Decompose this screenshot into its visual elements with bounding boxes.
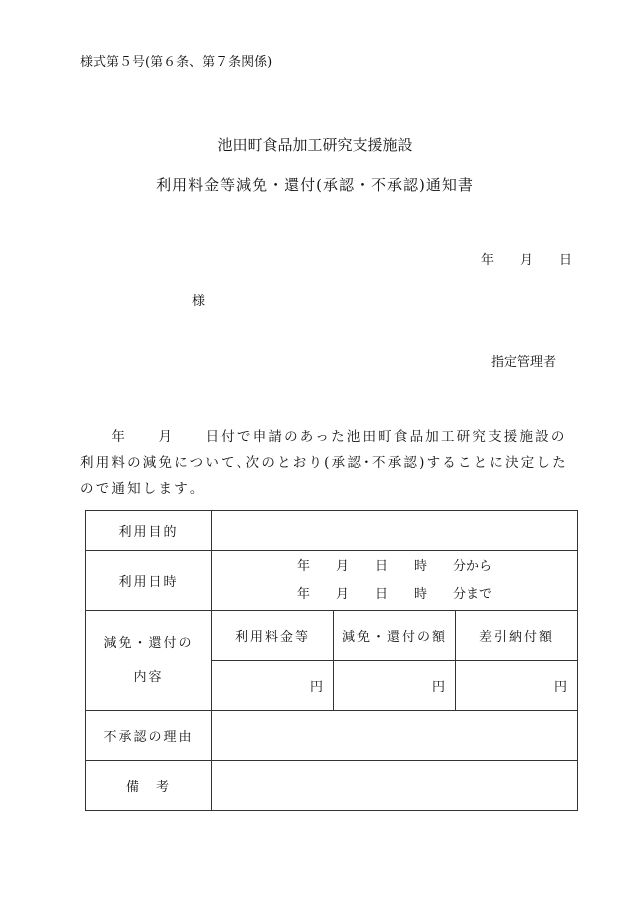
reduction-yen: 円 <box>334 661 456 711</box>
col-reduction-header: 減免・還付の額 <box>334 611 456 661</box>
issuer-label: 指定管理者 <box>490 355 556 370</box>
table-row <box>86 551 578 611</box>
col-balance-header: 差引納付額 <box>456 611 578 661</box>
content-label-line1: 減免・還付の <box>103 635 194 651</box>
document-title: 利用料金等減免・還付(承認・不承認)通知書 <box>156 176 474 194</box>
fee-yen: 円 <box>212 661 334 711</box>
form-number: 様式第５号(第６条、第７条関係) <box>80 55 273 70</box>
col-fee-header: 利用料金等 <box>212 611 334 661</box>
purpose-label: 利用目的 <box>86 511 212 551</box>
reason-label: 不承認の理由 <box>86 711 212 761</box>
content-label-line2: 内容 <box>133 669 164 685</box>
facility-name: 池田町食品加工研究支援施設 <box>217 136 413 154</box>
table-row <box>86 711 578 761</box>
balance-yen: 円 <box>456 661 578 711</box>
datetime-to: 年 月 日 時 分まで <box>297 586 493 602</box>
table-row <box>86 761 578 811</box>
notice-body-text: 年 月 日付で申請のあった池田町食品加工研究支援施設の利用料の減免について､次のとおり(承認･不承認)することに決定したので通知します｡ <box>80 429 568 497</box>
reason-value <box>212 711 578 761</box>
purpose-value <box>212 511 578 551</box>
datetime-from: 年 月 日 時 分から <box>297 558 493 574</box>
notice-table <box>85 510 578 811</box>
datetime-label: 利用日時 <box>86 551 212 611</box>
table-row <box>86 511 578 551</box>
content-label <box>86 611 212 711</box>
datetime-value <box>212 551 578 611</box>
addressee-suffix: 様 <box>192 294 206 309</box>
remarks-value <box>212 761 578 811</box>
remarks-label: 備 考 <box>86 761 212 811</box>
table-row <box>86 611 578 661</box>
date-line: 年 月 日 <box>480 253 572 268</box>
